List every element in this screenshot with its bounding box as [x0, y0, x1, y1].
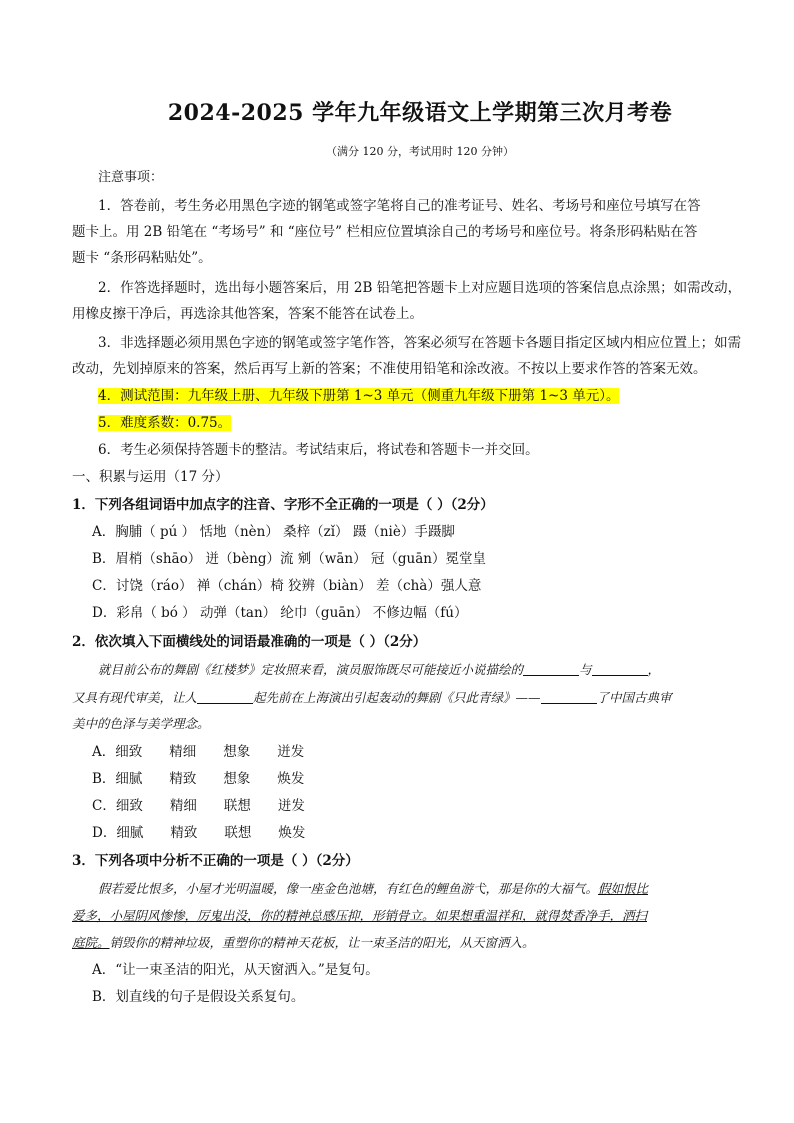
exam-subtitle: （满分 120 分，考试用时 120 分钟） — [326, 145, 514, 158]
option-label: A． — [92, 744, 116, 760]
option-word: 想象 — [223, 771, 251, 787]
notice-2-line-1: 2．作答选择题时，选出每小题答案后，用 2B 铅笔把答题卡上对应题目选项的答案信息点涂黑；如需改动， — [98, 280, 742, 296]
question-3-option-a: A．“让一束圣洁的阳光，从天窗洒入。”是复句。 — [92, 962, 379, 978]
passage-text: ， — [647, 662, 661, 677]
question-2-stem: 2．依次填入下面横线处的词语最准确的一项是（ ）（2分） — [72, 634, 427, 650]
option-word: 联想 — [223, 798, 251, 814]
question-1-option-a: A．胸脯（ pú ） 恬地（nèn） 桑梓（zǐ） 蹑（niè）手蹑脚 — [92, 524, 455, 540]
notice-heading: 注意事项： — [98, 170, 164, 185]
notice-4-highlight: 4．测试范围：九年级上册、九年级下册第 1~3 单元（侧重九年级下册第 1~3 单元）。 — [98, 388, 620, 404]
passage-text: 销毁你的精神垃圾，重塑你的精神天花板，让一束圣洁的阳光，从天窗洒入。 — [109, 935, 535, 950]
option-word: 迸发 — [277, 798, 305, 814]
option-word: 细腻 — [115, 771, 143, 787]
option-label: D． — [92, 825, 117, 841]
question-1-option-c: C．讨饶（ráo） 禅（chán）椅 狡辨（biàn） 差（chà）强人意 — [92, 578, 482, 594]
underlined-sentence: 庭院。 — [72, 935, 110, 950]
passage-text: 假若爱比恨多，小屋才光明温暖，像一座金色池塘，有红色的鲤鱼游弋，那是你的大福气。 — [98, 881, 599, 896]
notice-2-line-2: 用橡皮擦干净后，再选涂其他答案，答案不能答在试卷上。 — [72, 306, 423, 322]
question-2-option-b — [92, 769, 331, 789]
passage-text: 了中国古典审 — [596, 690, 672, 705]
underlined-sentence: 假如恨比 — [598, 881, 649, 896]
question-3-passage-line-1 — [98, 879, 728, 899]
option-word: 联想 — [224, 825, 252, 841]
notice-6: 6．考生必须保持答题卡的整洁。考试结束后，将试卷和答题卡一并交回。 — [98, 442, 539, 458]
notice-5 — [98, 413, 728, 433]
question-3-stem: 3．下列各项中分析不正确的一项是（ ）（2分） — [72, 853, 359, 869]
option-word: 焕发 — [277, 771, 305, 787]
passage-text: 与 — [579, 662, 592, 677]
passage-text: 又具有现代审美，让人 — [72, 690, 198, 705]
fill-blank — [541, 689, 597, 704]
question-2-passage-line-1 — [98, 660, 728, 680]
question-2-passage-line-2 — [72, 688, 728, 708]
question-3-passage-line-2: 爱多，小屋阴风惨惨，厉鬼出没，你的精神总感压抑，形销骨立。如果想重温祥和，就得焚香净手，洒扫 — [72, 908, 648, 923]
option-label: C． — [92, 798, 116, 814]
fill-blank — [197, 689, 253, 704]
option-word: 细腻 — [116, 825, 144, 841]
option-word: 精细 — [169, 744, 197, 760]
notice-1-line-2: 题卡上。用 2B 铅笔在 “考场号” 和 “座位号” 栏相应位置填涂自己的考场号和座位号。将条形码粘贴在答 — [72, 224, 698, 240]
question-1-option-b: B．眉梢（shāo） 迸（bèng）流 剜（wān） 冠（guān）冕堂皇 — [92, 551, 486, 567]
question-2-option-c — [92, 796, 332, 816]
passage-text: 起先前在上海演出引起轰动的舞剧《只此青绿》—— — [253, 690, 541, 705]
notice-4 — [98, 386, 728, 406]
question-2-option-d — [92, 823, 332, 843]
option-word: 细致 — [115, 798, 143, 814]
option-word: 想象 — [223, 744, 251, 760]
option-word: 精细 — [169, 798, 197, 814]
fill-blank — [523, 661, 579, 676]
notice-3-line-2: 改动，先划掉原来的答案，然后再写上新的答案；不准使用铅笔和涂改液。不按以上要求作答的答案无效。 — [72, 361, 707, 377]
question-1-stem: 1．下列各组词语中加点字的注音、字形不全正确的一项是（ ）（2分） — [72, 497, 494, 513]
notice-1-line-1: 1．答卷前，考生务必用黑色字迹的钢笔或签字笔将自己的准考证号、姓名、考场号和座位号填写在答 — [98, 198, 701, 214]
passage-text: 就目前公布的舞剧《红楼梦》定妆照来看，演员服饰既尽可能接近小说描绘的 — [98, 662, 524, 677]
option-word: 焕发 — [278, 825, 306, 841]
fill-blank — [592, 661, 648, 676]
option-word: 精致 — [170, 825, 198, 841]
notice-1-line-3: 题卡 “条形码粘贴处”。 — [72, 250, 212, 266]
question-3-passage-line-3 — [72, 933, 728, 953]
notice-3-line-1: 3．非选择题必须用黑色字迹的钢笔或签字笔作答，答案必须写在答题卡各题目指定区域内相应位置上；如需 — [98, 335, 742, 351]
question-1-option-d: D．彩帛（ bó ） 动弹（tan） 纶巾（guān） 不修边幅（fú） — [92, 605, 468, 621]
notice-5-highlight: 5．难度系数：0.75。 — [98, 415, 232, 431]
option-word: 精致 — [169, 771, 197, 787]
question-3-option-b: B．划直线的句子是假设关系复句。 — [92, 989, 305, 1005]
question-2-option-a — [92, 742, 331, 762]
option-word: 细致 — [115, 744, 143, 760]
option-label: B． — [92, 771, 116, 787]
section-1-heading: 一、积累与运用（17 分） — [72, 469, 229, 485]
question-2-passage-line-3: 美中的色泽与美学理念。 — [72, 716, 210, 731]
exam-title: 2024-2025 学年九年级语文上学期第三次月考卷 — [167, 100, 673, 126]
option-word: 迸发 — [277, 744, 305, 760]
